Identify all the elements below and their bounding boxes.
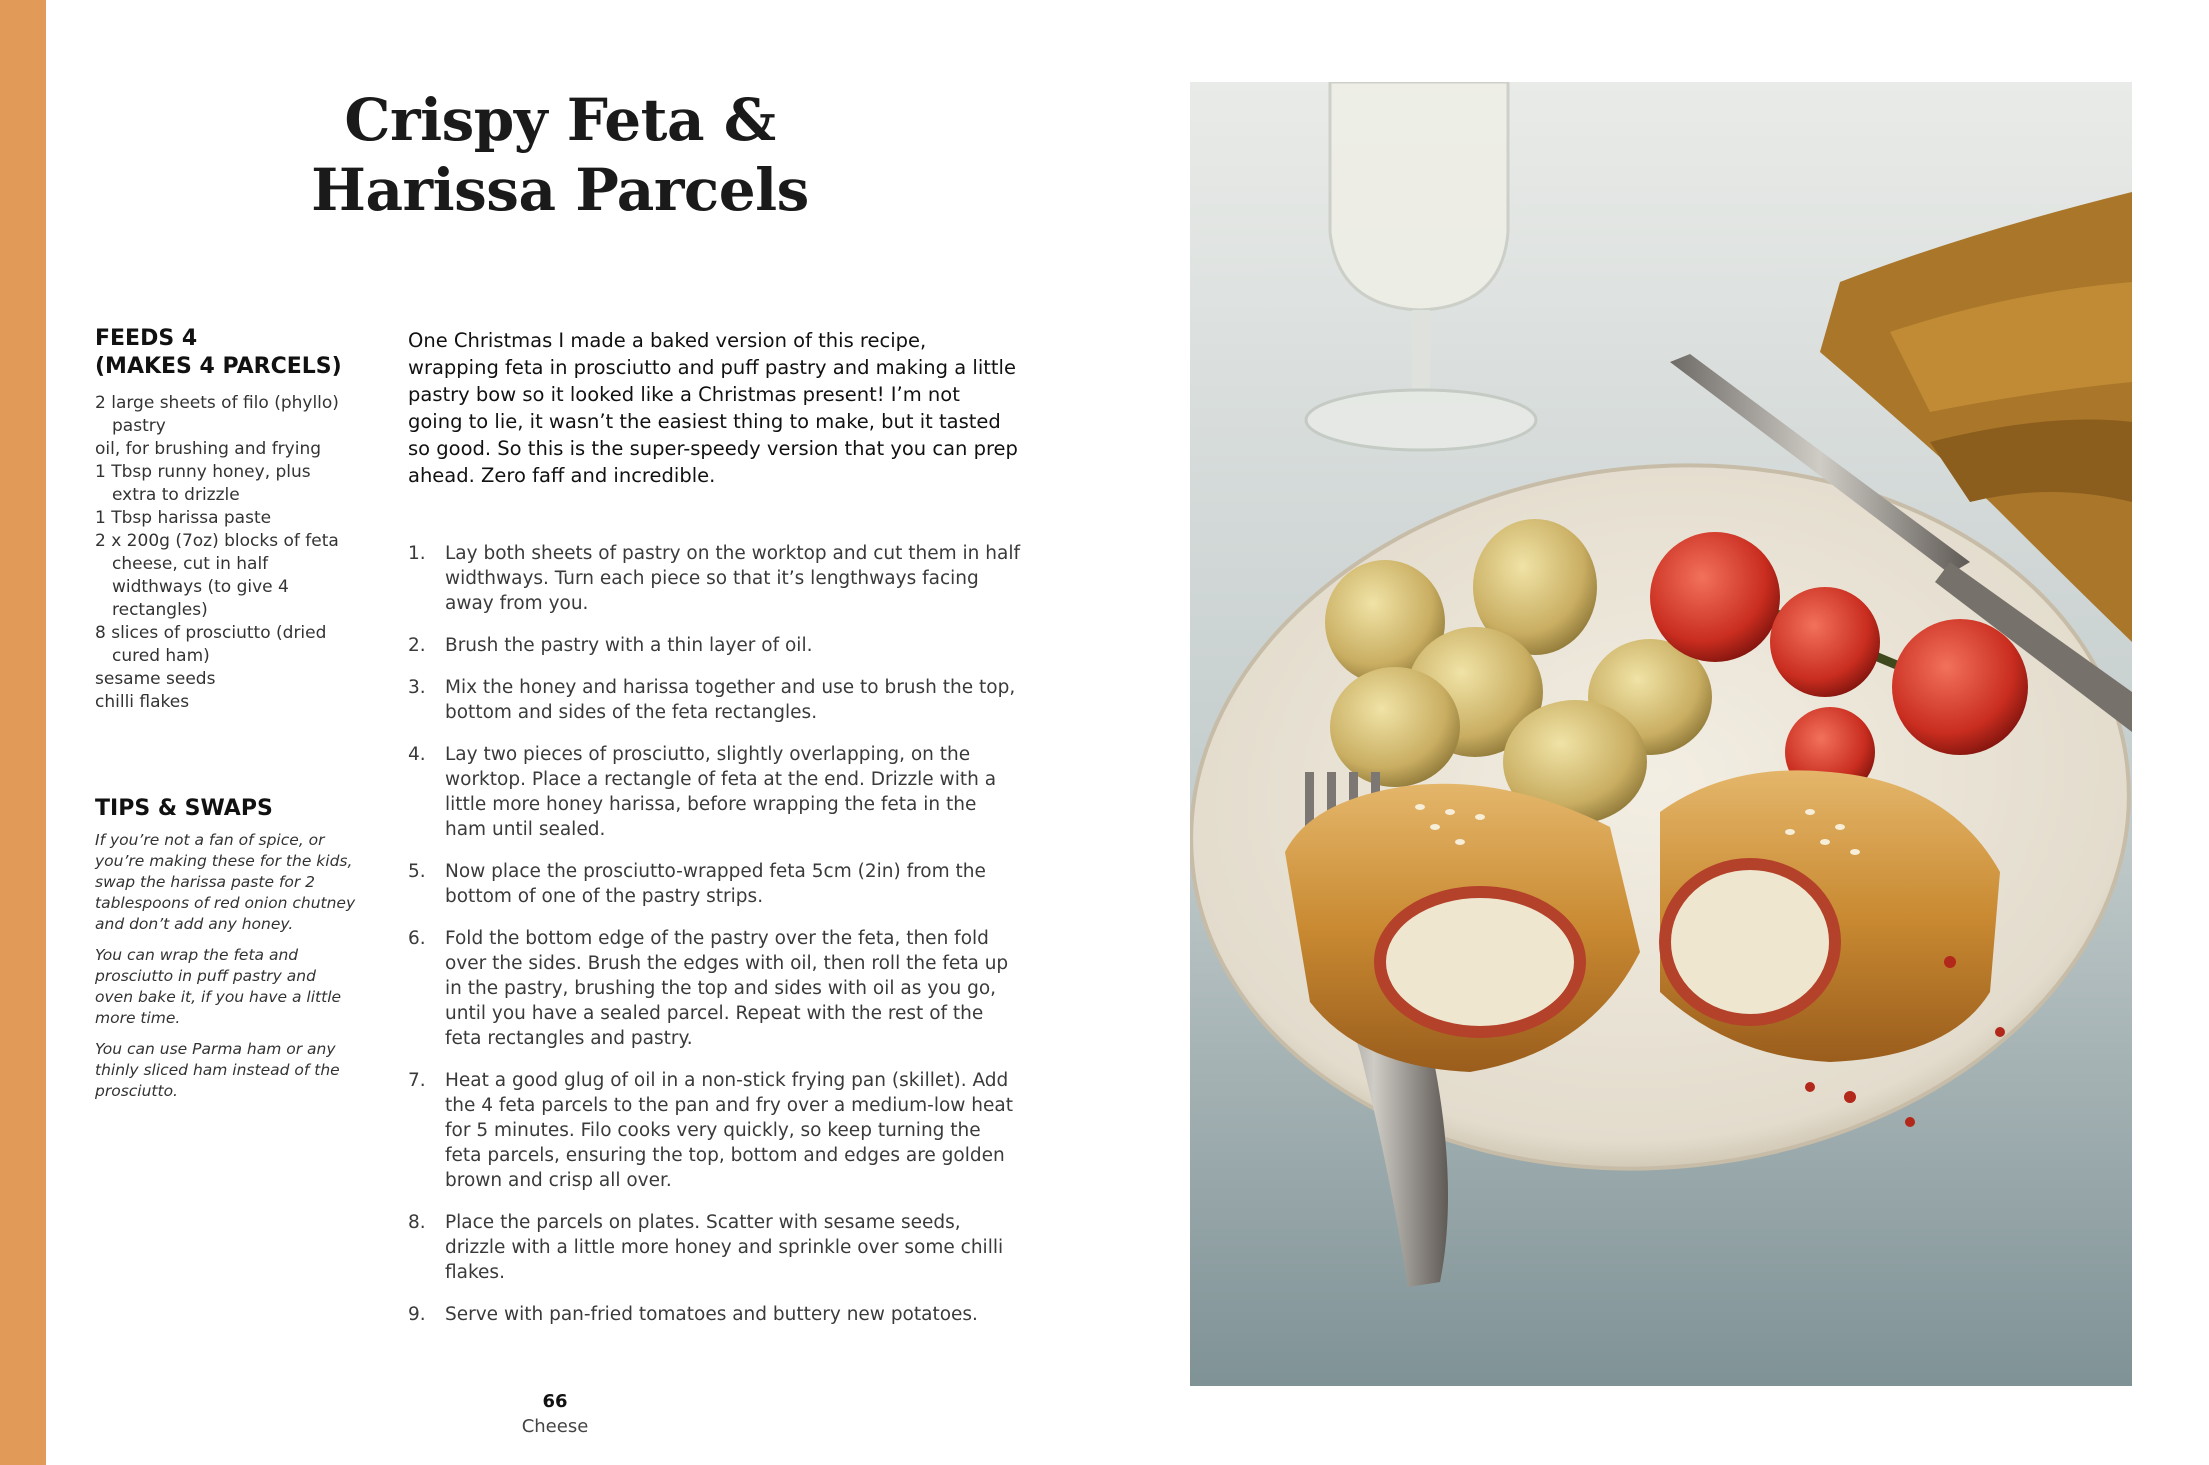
step-text: Mix the honey and harissa together and use to brush the top, bottom and sides of the feta rectangles. (445, 677, 1016, 723)
serves-heading (95, 325, 355, 381)
ingredient-item: chilli flakes (95, 692, 190, 712)
ingredient-item: 8 slices of prosciutto (dried cured ham) (95, 623, 327, 666)
method-steps (408, 541, 1020, 1344)
ingredient-list (95, 392, 355, 714)
step-text: Fold the bottom edge of the pastry over the feta, then fold over the sides. Brush the edges with oil, then roll the feta up in the pastry, brushing the top and sides with oil as you go, until you have a sealed parcel. Repeat with the rest of the feta rectangles and pastry. (445, 928, 1009, 1049)
step-number: 2. (408, 635, 426, 656)
recipe-title-line-2: Harissa Parcels (311, 156, 809, 224)
ingredient-item: 1 Tbsp runny honey, plus extra to drizzle (95, 462, 311, 505)
chapter-spine (0, 0, 46, 1465)
ingredient-item: oil, for brushing and frying (95, 439, 322, 459)
step-text: Lay two pieces of prosciutto, slightly overlapping, on the worktop. Place a rectangle of feta at the end. Drizzle with a little more honey harissa, before wrapping the feta in the ham until sealed. (445, 744, 997, 840)
step-number: 3. (408, 677, 426, 698)
method-step (408, 1302, 1020, 1327)
recipe-title-line-1: Crispy Feta & (344, 86, 776, 154)
step-text: Heat a good glug of oil in a non-stick frying pan (skillet). Add the 4 feta parcels to the pan and fry over a medium-low heat for 5 minutes. Filo cooks very quickly, so keep turning the feta parcels, ensuring the top, bottom and edges are golden brown and crisp all over. (445, 1070, 1013, 1191)
tip-paragraph: If you’re not a fan of spice, or you’re making these for the kids, swap the harissa paste for 2 tablespoons of red onion chutney and don’t add any honey. (95, 831, 356, 933)
ingredient-item: 2 large sheets of filo (phyllo) pastry (95, 393, 339, 436)
method-step (408, 675, 1020, 725)
step-number: 7. (408, 1070, 426, 1091)
step-text: Serve with pan-fried tomatoes and buttery new potatoes. (445, 1304, 978, 1325)
method-step (408, 1210, 1020, 1285)
step-number: 5. (408, 861, 426, 882)
tip-paragraph: You can wrap the feta and prosciutto in puff pastry and oven bake it, if you have a little more time. (95, 946, 342, 1027)
method-step (408, 742, 1020, 842)
step-text: Now place the prosciutto-wrapped feta 5cm (2in) from the bottom of one of the pastry strips. (445, 861, 986, 907)
step-text: Lay both sheets of pastry on the worktop and cut them in half widthways. Turn each piece so that it’s lengthways facing away from you. (445, 543, 1020, 614)
method-step (408, 541, 1020, 616)
tips-section (95, 830, 357, 1112)
ingredient-item: 2 x 200g (7oz) blocks of feta cheese, cut in half widthways (to give 4 rectangles) (95, 531, 339, 620)
step-text: Place the parcels on plates. Scatter with sesame seeds, drizzle with a little more honey and sprinkle over some chilli flakes. (445, 1212, 1004, 1283)
page-footer (480, 1390, 630, 1440)
method-step (408, 859, 1020, 909)
method-step (408, 633, 1020, 658)
intro-paragraph: One Christmas I made a baked version of this recipe, wrapping feta in prosciutto and puff pastry and making a little pastry bow so it looked like a Christmas present! I’m not going to lie, it wasn’t the easiest thing to make, but it tasted so good. So this is the super-speedy version that you can prep ahead. Zero faff and incredible. (408, 329, 1018, 487)
step-number: 9. (408, 1304, 426, 1325)
ingredient-item: sesame seeds (95, 669, 216, 689)
method-step (408, 1068, 1020, 1193)
ingredient-item: 1 Tbsp harissa paste (95, 508, 272, 528)
step-number: 4. (408, 744, 426, 765)
page-number: 66 (542, 1391, 568, 1412)
step-number: 1. (408, 543, 426, 564)
step-number: 8. (408, 1212, 426, 1233)
tip-paragraph: You can use Parma ham or any thinly sliced ham instead of the prosciutto. (95, 1040, 340, 1100)
tips-heading: TIPS & SWAPS (95, 796, 273, 821)
step-text: Brush the pastry with a thin layer of oil. (445, 635, 813, 656)
serves-line-2: (MAKES 4 PARCELS) (95, 354, 342, 379)
section-name: Cheese (521, 1416, 589, 1437)
serves-line-1: FEEDS 4 (95, 326, 198, 351)
recipe-photo (1190, 82, 2132, 1386)
recipe-title (300, 85, 820, 225)
step-number: 6. (408, 928, 426, 949)
method-step (408, 926, 1020, 1051)
